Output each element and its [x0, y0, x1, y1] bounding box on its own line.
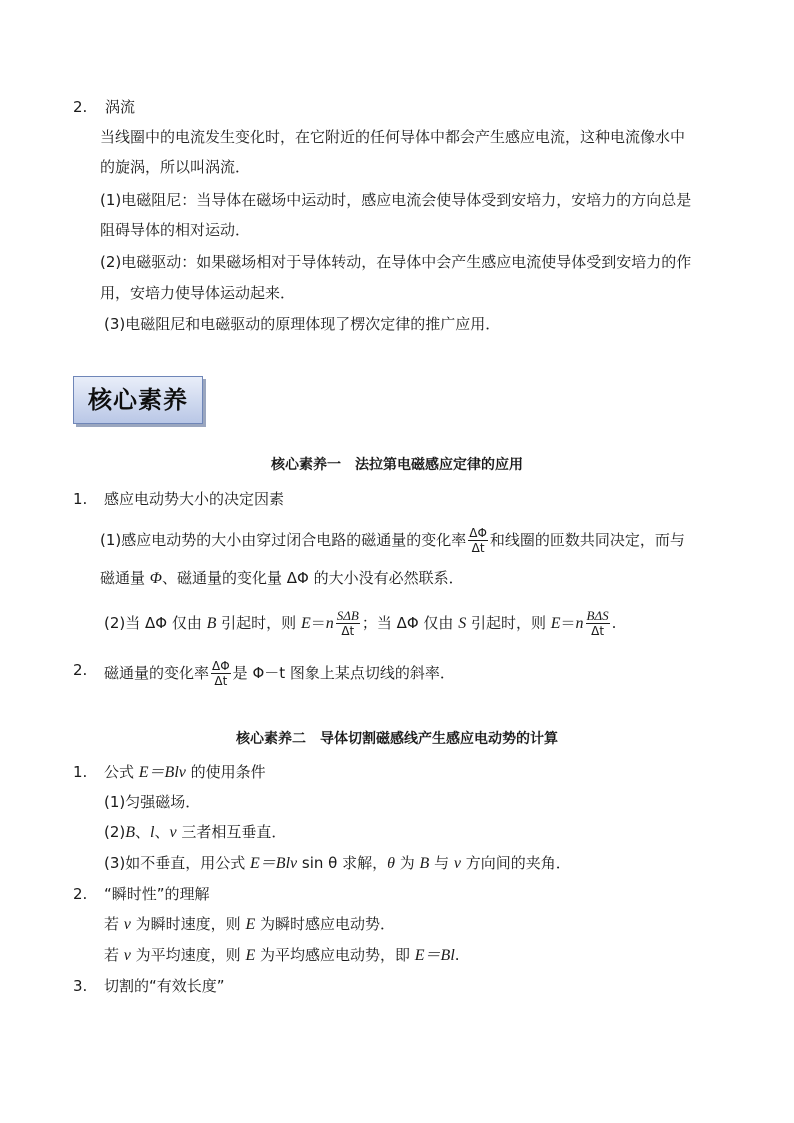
- list-item: (3)如不垂直，用公式 E＝Blv sin θ 求解，θ 为 B 与 v 方向间的夹角．: [104, 854, 571, 872]
- item-title: “瞬时性”的理解: [104, 885, 210, 903]
- list-item: (1)匀强磁场．: [104, 793, 201, 811]
- item-title: 切割的“有效长度”: [104, 977, 225, 995]
- formula-line: (1)感应电动势的大小由穿过闭合电路的磁通量的变化率 $\frac{\Delta\Phi}{\Delta t}$ 和线圈的匝数共同决定，而与: [100, 526, 685, 555]
- fraction: $\frac{\text{SΔB}}{\Delta t}$: [336, 608, 359, 638]
- item-title: 涡流: [105, 98, 136, 116]
- item-number: 1.: [73, 490, 88, 508]
- list-item: 若 v 为平均速度，则 E 为平均感应电动势，即 E＝Bl.: [104, 946, 460, 964]
- formula-line: (2)当 ΔΦ 仅由 B 引起时，则 E＝n $\frac{\text{SΔB}}{\Delta t}$ ；当 ΔΦ 仅由 S 引起时，则 E＝n $\frac{\text{BΔS}}{\Delta t}$ .: [104, 608, 617, 638]
- fraction: $\frac{\Delta\Phi}{\Delta t}$: [212, 659, 230, 688]
- fraction: $\frac{\Delta\Phi}{\Delta t}$: [469, 526, 487, 555]
- item-number: 2.: [73, 98, 88, 116]
- formula-line: 磁通量 Φ、磁通量的变化量 ΔΦ 的大小没有必然联系．: [100, 569, 464, 587]
- paragraph-line: (2)电磁驱动：如果磁场相对于导体转动，在导体中会产生感应电流使导体受到安培力的作: [100, 253, 692, 271]
- paragraph-line: 用，安培力使导体运动起来．: [100, 284, 296, 302]
- formula-line: 磁通量的变化率 $\frac{\Delta\Phi}{\Delta t}$ 是 Φ－t 图象上某点切线的斜率．: [104, 659, 455, 688]
- paragraph-line: (3)电磁阻尼和电磁驱动的原理体现了楞次定律的推广应用．: [104, 315, 501, 333]
- section-heading: 核心素养二 导体切割磁感线产生感应电动势的计算: [236, 731, 558, 747]
- item-number: 2.: [73, 885, 88, 903]
- item-number: 1.: [73, 763, 88, 781]
- section-heading: 核心素养一 法拉第电磁感应定律的应用: [271, 457, 523, 473]
- paragraph-line: 当线圈中的电流发生变化时，在它附近的任何导体中都会产生感应电流，这种电流像水中: [100, 128, 686, 146]
- fraction: $\frac{\text{BΔS}}{\Delta t}$: [586, 608, 609, 638]
- list-item: (2)B、l、v 三者相互垂直．: [104, 823, 287, 841]
- list-item: 若 v 为瞬时速度，则 E 为瞬时感应电动势．: [104, 915, 395, 933]
- paragraph-line: 的旋涡，所以叫涡流．: [100, 158, 251, 176]
- item-number: 3.: [73, 977, 88, 995]
- item-number: 2.: [73, 661, 88, 679]
- paragraph-line: (1)电磁阻尼：当导体在磁场中运动时，感应电流会使导体受到安培力，安培力的方向总是: [100, 191, 692, 209]
- paragraph-line: 阻碍导体的相对运动．: [100, 221, 251, 239]
- item-title: 感应电动势大小的决定因素: [104, 490, 285, 508]
- section-banner: 核心素养: [73, 376, 203, 424]
- item-title: 公式 E＝Blv 的使用条件: [104, 763, 266, 781]
